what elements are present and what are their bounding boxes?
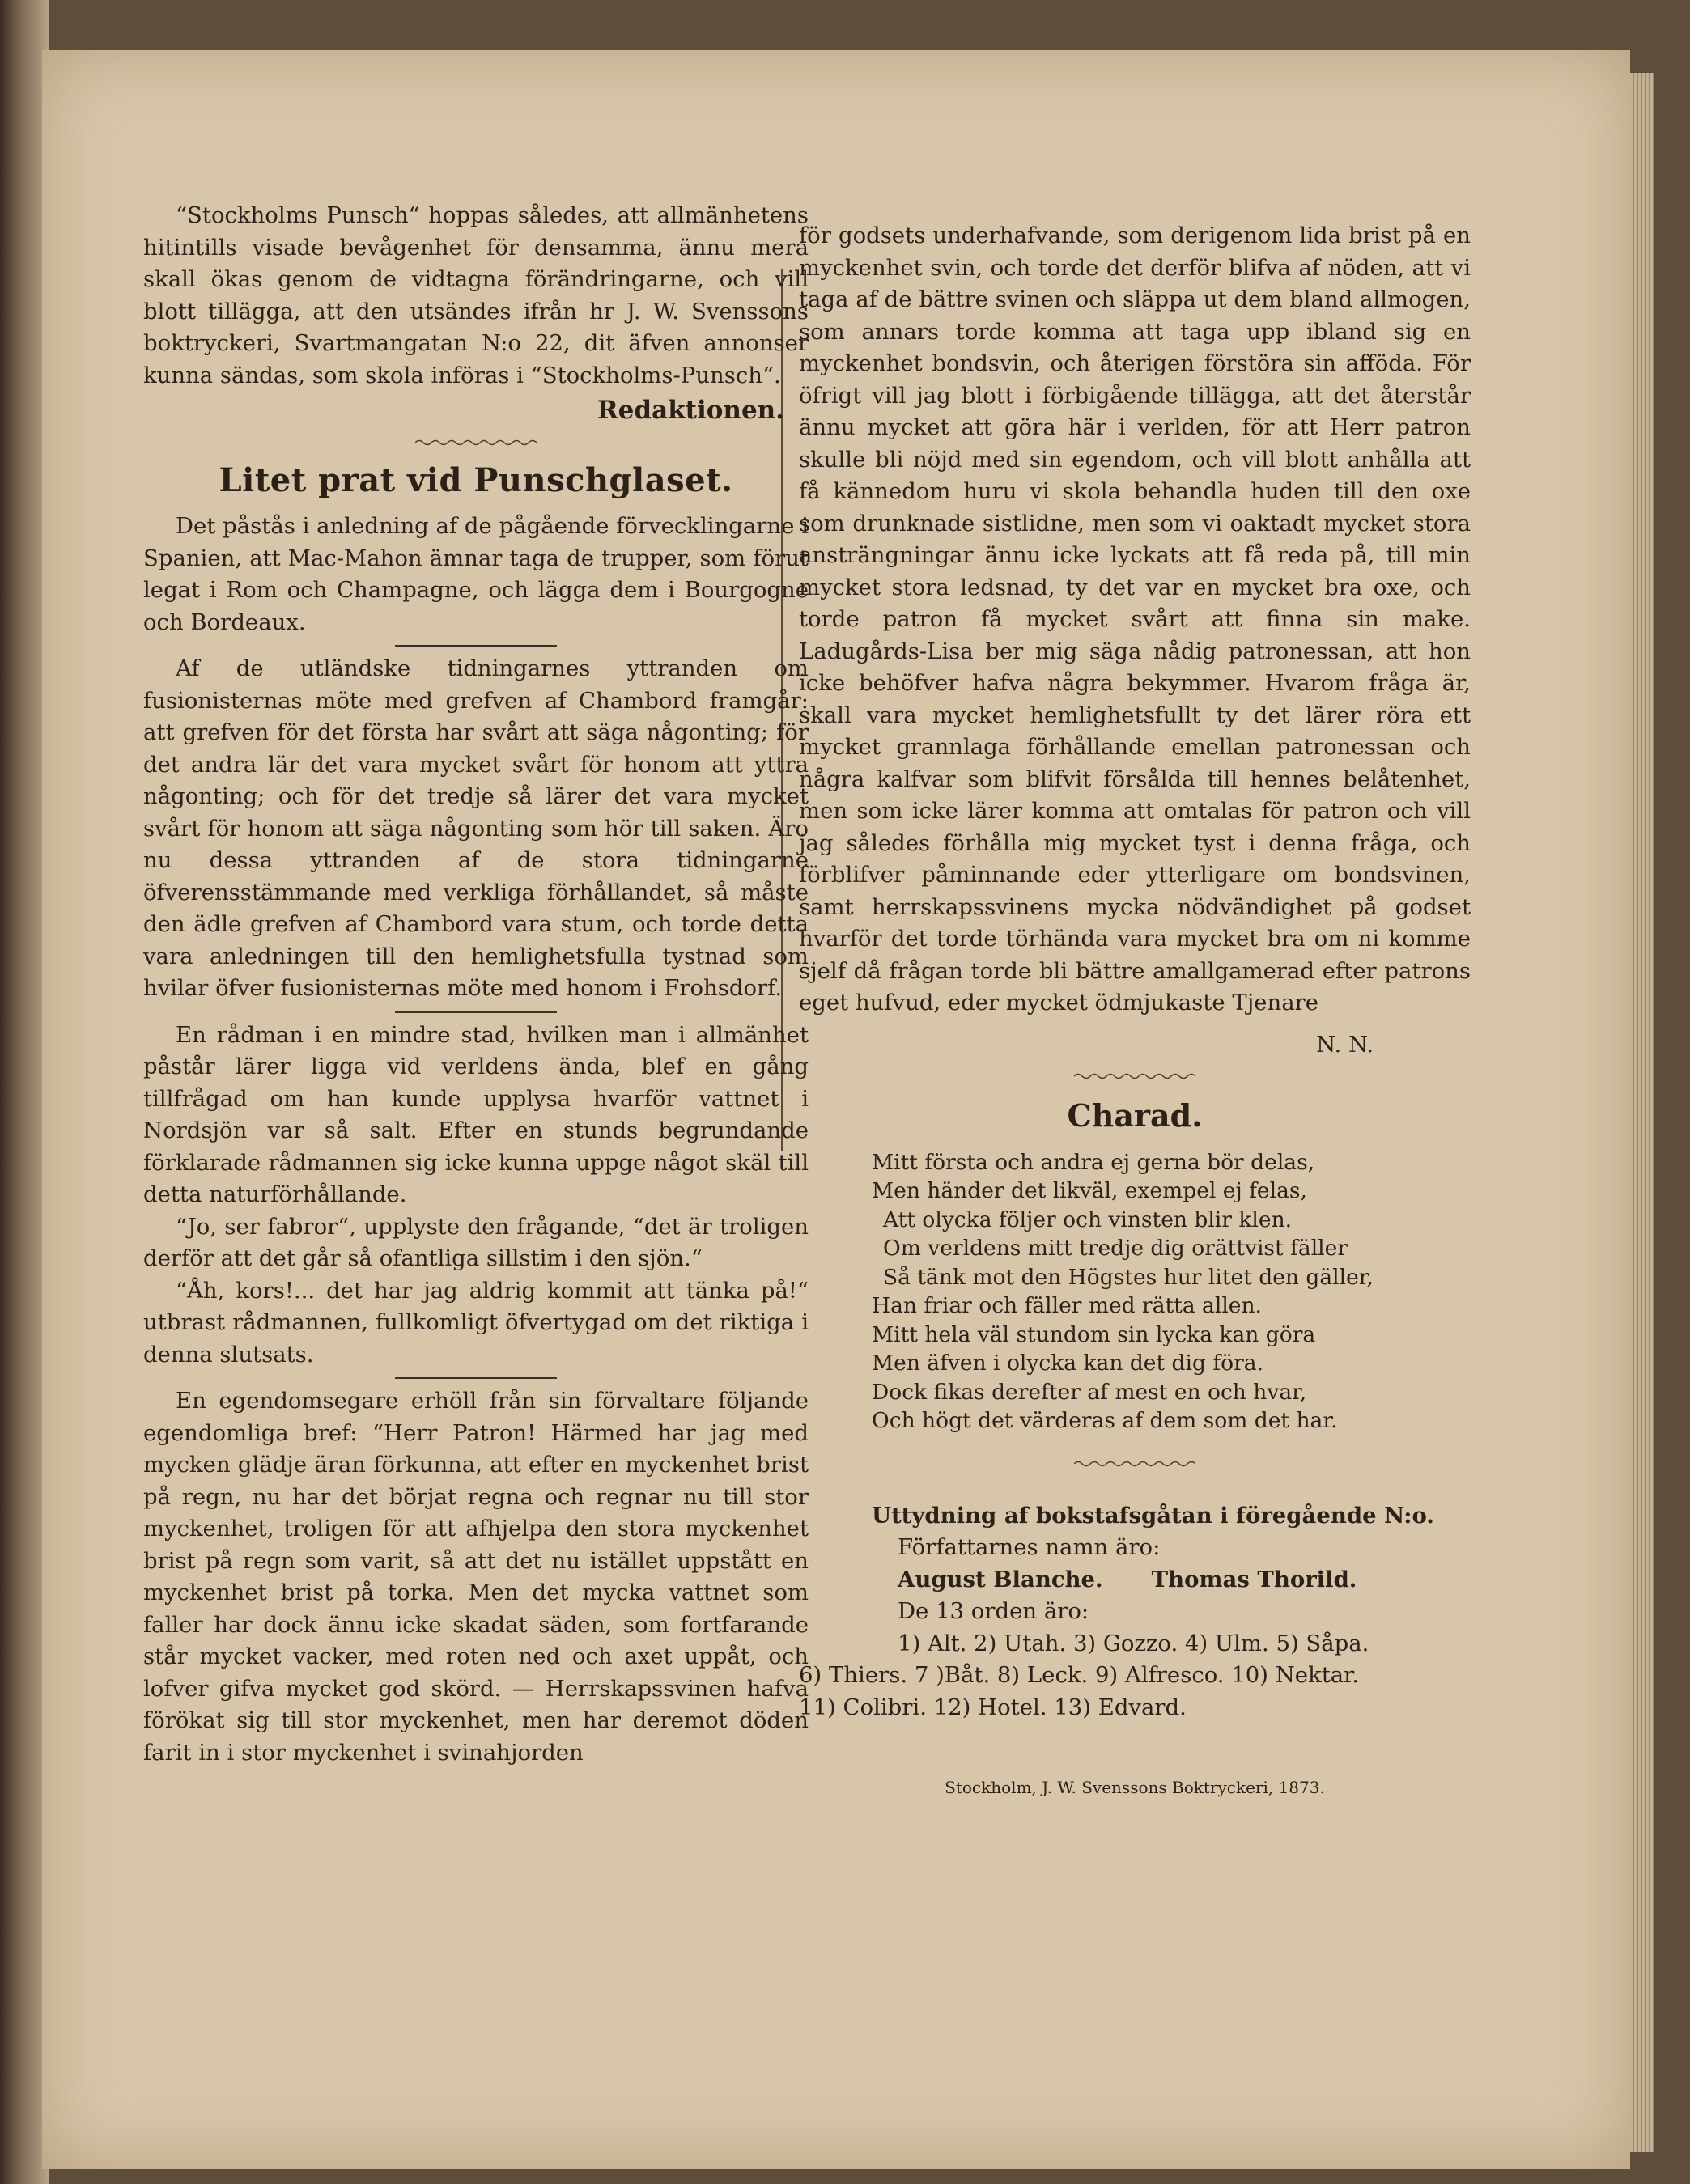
page-edges — [1630, 73, 1654, 2152]
paragraph: “Jo, ser fabror“, upplyste den frågande, “det är troligen derför att det går så ofantliga sillstim i den sjön.“ — [143, 1213, 809, 1271]
puzzle-answer — [799, 1500, 1471, 1724]
editorial-signature: Redaktionen. — [597, 396, 784, 425]
paragraph: “Åh, kors!... det har jag aldrig kommit att tänka på!“ utbrast rådmannen, fullkomligt öfvertygad om det riktiga i denna slutsats. — [143, 1277, 809, 1368]
paragraph: Af de utländske tidningarnes yttranden om fusionisternas möte med grefven af Chambord framgår: att grefven för det första har svårt att säga någonting; för det andra lär det vara mycket svårt för honom att yttra någonting; och för det tredje så lärer det vara mycket svårt för honom att säga någonting som hör till saken. Äro nu dessa yttranden af de stora tidningarne öfverensstämmande med verkliga förhållandet, så måste den ädle grefven af Chambord vara stum, och torde detta vara anledningen till den hemlighetsfulla tystnad som hvilar öfver fusionisternas möte med honom i Frohsdorf. — [143, 655, 809, 1001]
poem-line: Han friar och fäller med rätta allen. — [872, 1293, 1262, 1318]
words-label: De 13 orden äro: — [898, 1598, 1089, 1624]
words-line: 6) Thiers. 7 )Båt. 8) Leck. 9) Alfresco. 10) Nektar. — [799, 1662, 1360, 1688]
paragraph: En egendomsegare erhöll från sin förvaltare följande egendomliga bref: “Herr Patron! Härmed har jag med mycken glädje äran förkunna, att efter en myckenhet brist på regn, nu har det börjat regna och regnar nu till stor myckenhet, troligen för att afhjelpa den stora myckenhet brist på regn som varit, så att det nu istället uppstått en myckenhet brist på torka. Men det mycka vattnet som faller har dock ännu icke skadat säden, som fortfarande står mycket vacker, med roten ned och axet uppåt, och lofver gifva mycket god skörd. — Herrskapssvinen hafva förökat sig till stor myckenhet, men har deremot döden farit in i stor myckenhet i svinahjorden — [143, 1388, 809, 1766]
ornamental-divider — [1074, 1072, 1195, 1080]
charad-heading: Charad. — [1067, 1097, 1203, 1134]
rule-divider — [395, 645, 557, 647]
letter-signature: N. N. — [1316, 1031, 1374, 1058]
rule-divider — [395, 1011, 557, 1013]
printer-colophon: Stockholm, J. W. Svenssons Boktryckeri, 1873. — [945, 1778, 1325, 1797]
paragraph: En rådman i en mindre stad, hvilken man i allmänhet påstår lärer ligga vid verldens ända, blef en gång tillfrågad om han kunde upplysa hvarför vattnet i Nordsjön var så salt. Efter en stunds begrundande förklarade rådmannen sig icke kunna uppge något skäl till detta naturförhållande. — [143, 1021, 809, 1207]
words-line: 11) Colibri. 12) Hotel. 13) Edvard. — [799, 1694, 1187, 1720]
rule-divider — [395, 1377, 557, 1379]
poem-line: Dock fikas derefter af mest en och hvar, — [872, 1379, 1307, 1405]
poem-line: Mitt första och andra ej gerna bör delas, — [872, 1149, 1315, 1175]
intro-paragraph: “Stockholms Punsch“ hoppas således, att allmänhetens hitintills visade bevågenhet för densamma, ännu mera skall ökas genom de vidtagna förändringarne, och vill blott tillägga, att den utsändes ifrån hr J. W. Svenssons boktryckeri, Svartmangatan N:o 22, dit äfven annonser kunna sändas, som skola införas i “Stockholms-Punsch“. — [143, 202, 809, 388]
poem-line: Så tänk mot den Högstes hur litet den gäller, — [883, 1264, 1374, 1290]
charad-poem — [872, 1148, 1471, 1436]
words-line: 1) Alt. 2) Utah. 3) Gozzo. 4) Ulm. 5) Såpa. — [898, 1630, 1369, 1656]
letter-continuation: för godsets underhafvande, som derigenom lida brist på en myckenhet svin, och torde det derför blifva af nöden, att vi taga af de bättre svinen och släppa ut dem bland allmogen, som annars torde komma att taga upp ibland sig en myckenhet bondsvin, och återigen förstöra sin afföda. För öfrigt vill jag blott i förbigående tillägga, att det återstår ännu mycket att göra här i verlden, för att Herr patron skulle bli nöjd med sin egendom, och vill blott anhålla att få kännedom huru vi skola behandla huden till den oxe som drunknade sistlidne, men som vi oaktadt mycket stora ansträngningar ännu icke lyckats att få reda på, till min mycket stora ledsnad, ty det var en mycket bra oxe, och torde patron få mycket svårt att finna sin make. Ladugårds-Lisa ber mig säga nådig patronessan, att hon icke behöfver hafva några bekymmer. Hvarom fråga är, skall vara mycket hemlighetsfullt ty det lärer röra ett mycket grannlaga förhållande emellan patronessan och några kalfvar som blifvit försålda till hennes belåtenhet, men som icke lärer komma att omtalas för patron och vill jag således förhålla mig mycket tyst i denna fråga, och förblifver påminnande eder ytterligare om bondsvinen, samt herrskapssvinens mycka nödvändighet på godset hvarför det torde törhända vara mycket bra om ni komme sjelf då frågan torde bli bättre amallgamerad efter patrons eget hufvud, eder mycket ödmjukaste Tjenare — [799, 223, 1471, 1016]
ornamental-divider — [1074, 1460, 1195, 1468]
answer-authors-label: Författarnes namn äro: — [898, 1534, 1161, 1560]
poem-line: Mitt hela väl stundom sin lycka kan göra — [872, 1321, 1316, 1347]
paragraph: Det påstås i anledning af de pågående förvecklingarne i Spanien, att Mac-Mahon ämnar taga de trupper, som förut legat i Rom och Champagne, och lägga dem i Bourgogne och Bordeaux. — [143, 513, 809, 635]
scanned-page — [42, 50, 1630, 2169]
book-binding — [0, 0, 49, 2184]
answer-title: Uttydning af bokstafsgåtan i föregående N:o. — [872, 1502, 1434, 1529]
author-name: August Blanche. — [898, 1566, 1103, 1592]
left-column — [143, 200, 809, 1769]
author-name: Thomas Thorild. — [1151, 1566, 1357, 1592]
poem-line: Om verldens mitt tredje dig orättvist fäller — [883, 1236, 1348, 1261]
section-heading: Litet prat vid Punschglaset. — [219, 460, 733, 499]
author-names — [872, 1564, 1471, 1597]
poem-line: Att olycka följer och vinsten blir klen. — [883, 1207, 1293, 1232]
poem-line: Men händer det likväl, exempel ej felas, — [872, 1178, 1307, 1203]
poem-line: Men äfven i olycka kan det dig föra. — [872, 1351, 1264, 1376]
ornamental-divider — [415, 439, 537, 447]
poem-line: Och högt det värderas af dem som det har. — [872, 1408, 1338, 1433]
right-column — [799, 220, 1471, 1804]
